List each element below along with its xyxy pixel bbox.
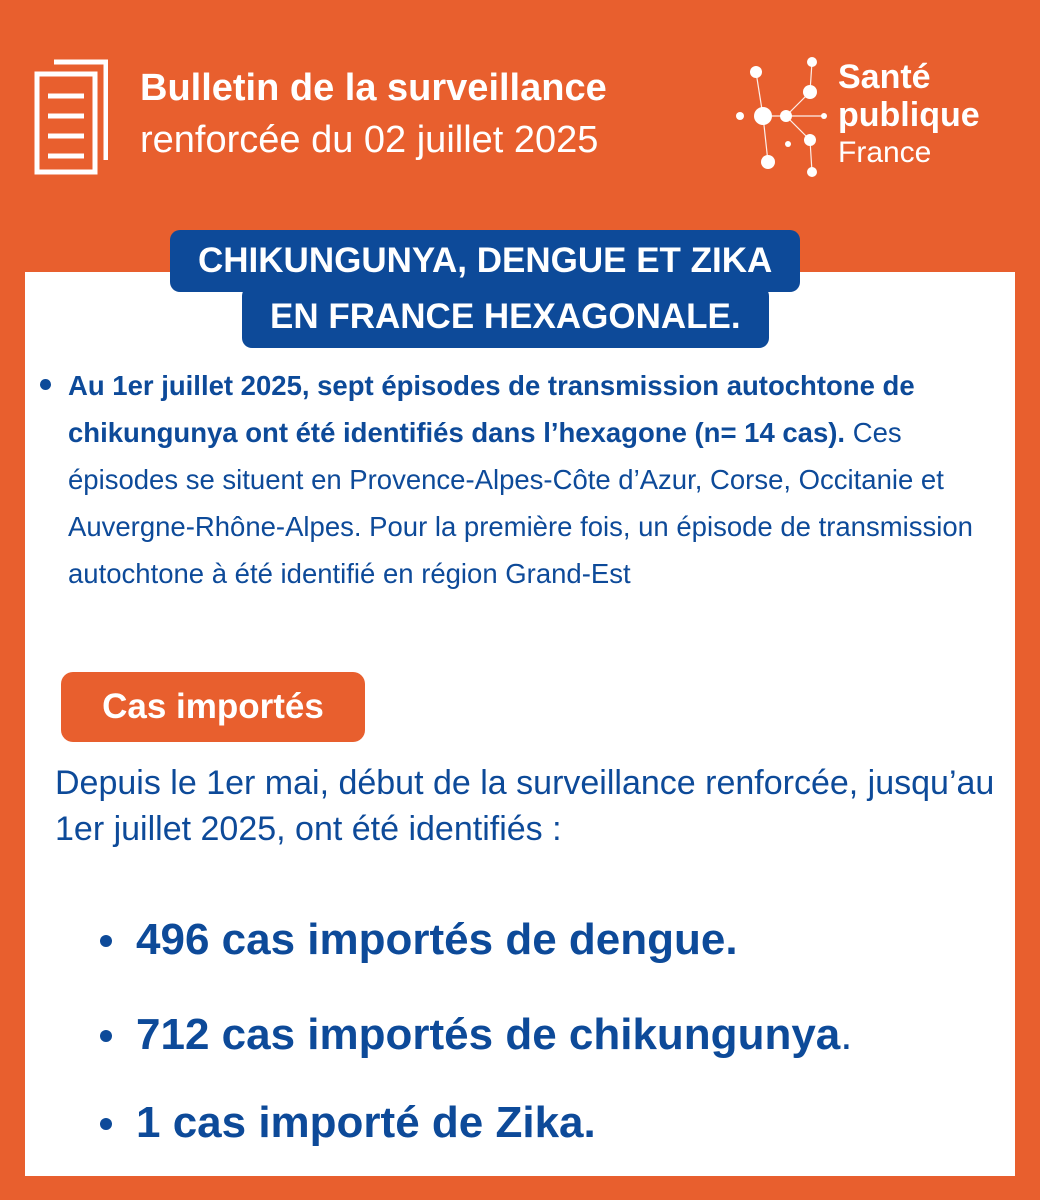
bulletin-title-line2: renforcée du 02 juillet 2025 (140, 119, 599, 161)
logo-word-publique: publique (838, 96, 980, 134)
bullet-icon (100, 1118, 112, 1130)
bulletin-title-line1: Bulletin de la surveillance (140, 67, 607, 109)
autochtone-regular-text: Ces épisodes se situent en Provence-Alpes-Côte d’Azur, Corse, Occitanie et Auvergne-Rhône-Alpes. Pour la première fois, un épisode de transmission autochtone à été identifié en région Grand-Est (68, 417, 973, 589)
autochtone-paragraph (68, 362, 1018, 597)
logo-word-france: France (838, 136, 932, 169)
topic-banner-line1: CHIKUNGUNYA, DENGUE ET ZIKA (170, 230, 800, 292)
case-text: 1 cas importé de Zika. (136, 1098, 596, 1147)
sante-publique-logo-icon (728, 44, 838, 194)
autochtone-bold-text: Au 1er juillet 2025, sept épisodes de transmission autochtone de chikungunya ont été identifiés dans l’hexagone (n= 14 cas). (68, 370, 915, 448)
topic-banner-line2: EN FRANCE HEXAGONALE. (242, 286, 769, 348)
bullet-icon (100, 1030, 112, 1042)
bullet-icon (100, 935, 112, 947)
bullet-icon (40, 379, 51, 390)
case-text: 496 cas importés de dengue. (136, 915, 738, 964)
imported-intro: Depuis le 1er mai, début de la surveillance renforcée, jusqu’au 1er juillet 2025, ont été identifiés : (55, 764, 995, 848)
topic-banner (170, 230, 868, 350)
logo-word-sante: Santé (838, 58, 931, 96)
sante-publique-logo (838, 58, 980, 172)
case-punct: . (840, 1010, 853, 1059)
header (0, 0, 1040, 230)
document-icon (34, 56, 108, 176)
imported-cases-tag: Cas importés (61, 672, 365, 742)
bulletin-title (140, 62, 607, 166)
case-text: 712 cas importés de chikungunya (136, 1010, 841, 1059)
